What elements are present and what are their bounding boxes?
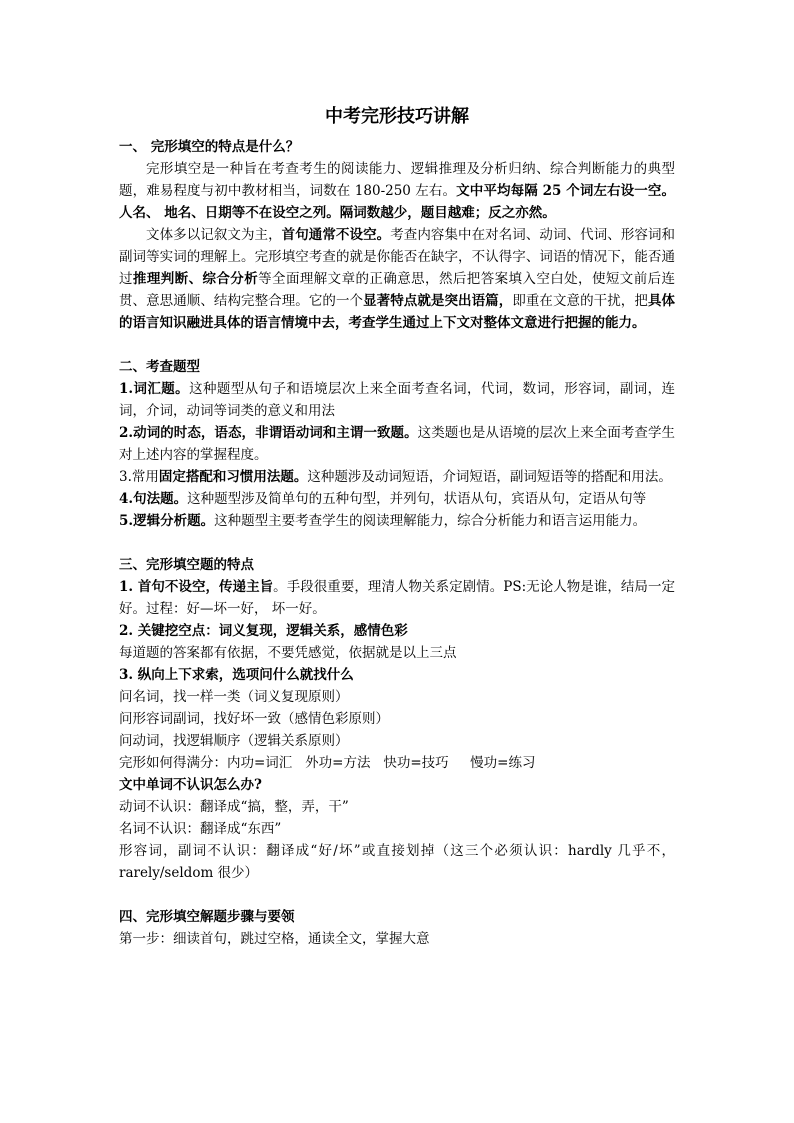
section-3-point-1: 1. 首句不设空，传递主旨。手段很重要，理清人物关系定剧情。PS:无论人物是谁，结局一定好。过程：好—坏一好， 坏一好。: [119, 579, 675, 617]
section-3-line: 完形如何得满分：内功=词汇 外功=方法 快功=技巧 慢功=练习: [119, 755, 536, 771]
section-3-line: 问动词，找逻辑顺序（逻辑关系原则）: [119, 733, 349, 749]
document-content: [119, 104, 675, 950]
section-3-heading: 三、完形填空题的特点: [119, 557, 254, 573]
section-3-line: 每道题的答案都有依据，不要凭感觉，依据就是以上三点: [119, 645, 457, 661]
section-3-line: 名词不认识：翻译成“东西”: [119, 821, 282, 837]
section-1-paragraph-1: 完形填空是一种旨在考查考生的阅读能力、逻辑推理及分析归纳、综合判断能力的典型题，难易程度与初中教材相当，词数在 180-250 左右。文中平均每隔 25 个词左右设一空。人名、 地名、日期等不在设空之列。隔词数越少，题目越难；反之亦然。: [119, 161, 675, 221]
section-3-point-3: 3. 纵向上下求索，选项问什么就找什么: [119, 667, 354, 683]
section-3-subheading: 文中单词不认识怎么办?: [119, 777, 262, 793]
page-title: 中考完形技巧讲解: [325, 106, 469, 127]
section-3-line: 动词不认识：翻译成“搞，整，弄，干”: [119, 799, 349, 815]
section-3-line: 形容词，副词不认识：翻译成“好/坏”或直接划掉（这三个必须认识：hardly 几乎不，rarely/seldom 很少）: [119, 843, 675, 881]
section-4-step-1: 第一步：细读首句，跳过空格，通读全文，掌握大意: [119, 931, 430, 947]
section-2-item-2: 2.动词的时态，语态，非谓语动词和主谓一致题。这类题也是从语境的层次上来全面考查学生对上述内容的掌握程度。: [119, 425, 676, 463]
section-3-line: 问名词，找一样一类（词义复现原则）: [119, 689, 349, 705]
section-2-item-3: 3.常用固定搭配和习惯用法题。这种题涉及动词短语，介词短语，副词短语等的搭配和用法。: [119, 469, 672, 485]
section-4-heading: 四、完形填空解题步骤与要领: [119, 909, 295, 925]
section-2-item-5: 5.逻辑分析题。这种题型主要考查学生的阅读理解能力，综合分析能力和语言运用能力。: [119, 513, 647, 529]
section-2-heading: 二、考查题型: [119, 359, 200, 375]
section-3-line: 问形容词副词，找好坏一致（感情色彩原则）: [119, 711, 389, 727]
section-2-item-1: 1.词汇题。这种题型从句子和语境层次上来全面考查名词，代词，数词，形容词，副词，连词，介词，动词等词类的意义和用法: [119, 381, 676, 419]
section-1-paragraph-2: 文体多以记叙文为主，首句通常不设空。考查内容集中在对名词、动词、代词、形容词和副词等实词的理解上。完形填空考查的就是你能否在缺字，不认得字、词语的情况下，能否通过推理判断、综合分析等全面理解文章的正确意思，然后把答案填入空白处，使短文前后连贯、意思通顺、结构完整合理。它的一个显著特点就是突出语篇，即重在文意的干扰，把具体的语言知识融进具体的语言情境中去，考查学生通过上下文对整体文意进行把握的能力。: [119, 227, 676, 331]
section-3-point-2: 2. 关键挖空点：词义复现，逻辑关系，感情色彩: [119, 623, 408, 639]
section-1-heading: 一、 完形填空的特点是什么？: [119, 139, 300, 155]
section-2-item-4: 4.句法题。这种题型涉及简单句的五种句型，并列句，状语从句，宾语从句，定语从句等: [119, 491, 647, 507]
